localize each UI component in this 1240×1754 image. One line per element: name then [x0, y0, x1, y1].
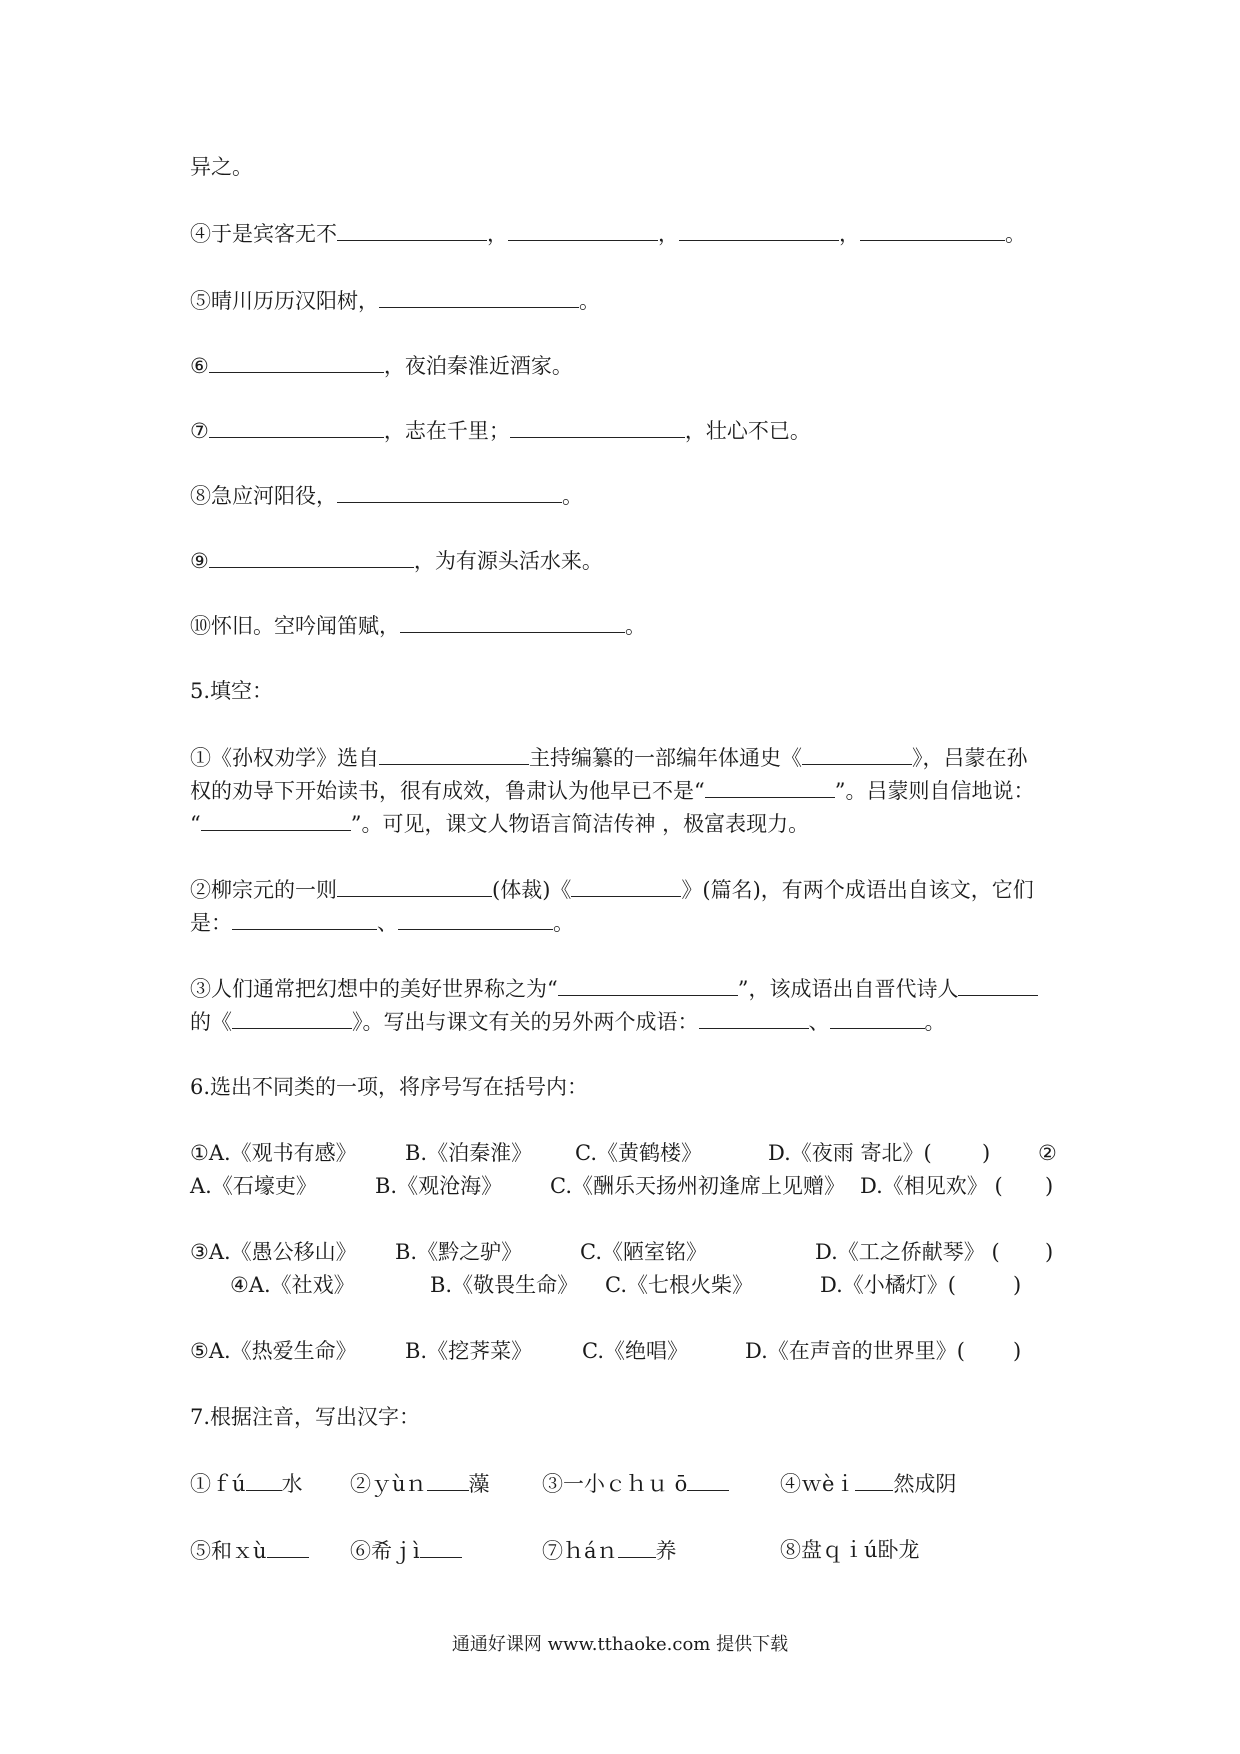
line-text: ④于是宾客无不 [190, 222, 337, 246]
answer-blank[interactable] [337, 480, 562, 503]
choice-b: B.《泊秦淮》 [405, 1141, 533, 1165]
answer-paren[interactable]: ) [1013, 1273, 1022, 1297]
answer-blank[interactable] [510, 415, 685, 438]
line-text: 。 [553, 911, 574, 935]
fill-line-6 [190, 350, 573, 381]
answer-blank[interactable] [400, 610, 625, 633]
choice-c: C.《陋室铭》 [580, 1240, 707, 1264]
pinyin-item [780, 1468, 956, 1499]
line-text: 是： [190, 911, 232, 935]
choice-a: ④A.《社戏》 [230, 1273, 355, 1297]
answer-blank[interactable] [958, 973, 1038, 996]
answer-blank[interactable] [860, 218, 1005, 241]
answer-blank[interactable] [209, 545, 414, 568]
fill-line-5c-1 [190, 973, 1038, 1004]
fill-line-5c-2 [190, 1006, 946, 1037]
line-text: 。 [625, 614, 646, 638]
text-line [190, 152, 253, 182]
choice-d: D.《在声音的世界里》( [745, 1339, 965, 1363]
answer-paren[interactable]: ) [982, 1141, 991, 1165]
answer-blank[interactable] [802, 742, 912, 765]
line-text: ⑧急应河阳役， [190, 484, 337, 508]
choice-a: A.《石壕吏》 [190, 1174, 317, 1198]
line-text: ⑥ [190, 354, 209, 378]
line-text: 、 [808, 1010, 830, 1034]
answer-blank[interactable] [699, 1006, 809, 1029]
choice-c: C.《黄鹤楼》 [575, 1141, 702, 1165]
question-title [190, 676, 273, 706]
answer-blank[interactable] [209, 415, 384, 438]
answer-blank[interactable] [618, 1535, 656, 1558]
choice-c: C.《七根火柴》 [605, 1273, 753, 1297]
line-text: ， [487, 222, 508, 246]
pinyin-text: ③一小ｃｈｕ ō [542, 1472, 688, 1496]
pinyin-text: ④ｗèｉ [780, 1472, 856, 1496]
line-text: (体裁)《 [492, 878, 572, 902]
answer-blank[interactable] [201, 808, 351, 831]
choice-b: B.《挖荠菜》 [405, 1339, 533, 1363]
pinyin-item [542, 1535, 677, 1566]
answer-blank[interactable] [232, 1006, 352, 1029]
line-text: ⑤晴川历历汉阳树， [190, 289, 379, 313]
pinyin-text: ②ｙùｎ [350, 1472, 427, 1496]
choice-a: ⑤A.《热爱生命》 [190, 1339, 357, 1363]
line-text: ②柳宗元的一则 [190, 878, 337, 902]
item-number: ② [1038, 1141, 1057, 1165]
question-7-title: 7.根据注音，写出汉字： [190, 1405, 421, 1429]
line-text: 的《 [190, 1010, 232, 1034]
choice-c: C.《绝唱》 [582, 1339, 688, 1363]
answer-blank[interactable] [420, 1535, 462, 1558]
choice-c: C.《酬乐天扬州初逢席上见赠》 [550, 1174, 845, 1198]
line-text: ⑩怀旧。空吟闻笛赋， [190, 614, 400, 638]
answer-blank[interactable] [246, 1468, 282, 1491]
answer-blank[interactable] [232, 907, 377, 930]
answer-blank[interactable] [705, 775, 835, 798]
answer-blank[interactable] [209, 350, 384, 373]
pinyin-item [350, 1468, 490, 1499]
pinyin-text: ⑤和ｘù [190, 1539, 267, 1563]
pinyin-text: ①ｆú [190, 1472, 246, 1496]
question-6-title: 6.选出不同类的一项，将序号写在括号内： [190, 1075, 589, 1099]
choice-b: B.《黔之驴》 [395, 1240, 523, 1264]
answer-blank[interactable] [427, 1468, 469, 1491]
line-text: ”。可见，课文人物语言简洁传神 ，极富表现力。 [350, 812, 810, 836]
fill-line-7 [190, 415, 811, 446]
line-text: 。 [1005, 222, 1026, 246]
line-text: ， [839, 222, 860, 246]
line-text: 。 [579, 289, 600, 313]
answer-blank[interactable] [687, 1468, 729, 1491]
pinyin-text: 水 [281, 1472, 303, 1496]
pinyin-text: 藻 [468, 1472, 490, 1496]
line-text: ①《孙权劝学》选自 [190, 746, 379, 770]
line-text: ③人们通常把幻想中的美好世界称之为“ [190, 977, 558, 1001]
answer-blank[interactable] [855, 1468, 893, 1491]
line-text: ，壮心不已。 [684, 419, 811, 443]
answer-blank[interactable] [337, 218, 487, 241]
answer-blank[interactable] [267, 1535, 309, 1558]
pinyin-text: ⑥希ｊì [350, 1539, 420, 1563]
choice-b: B.《敬畏生命》 [430, 1273, 579, 1297]
line-text: ， [658, 222, 679, 246]
choice-d: D.《夜雨 寄北》( [768, 1141, 932, 1165]
page-footer: 通通好课网 www.tthaoke.com 提供下载 [451, 1634, 789, 1655]
answer-blank[interactable] [571, 874, 681, 897]
fill-line-8 [190, 480, 583, 511]
line-text: ，为有源头活水来。 [413, 549, 603, 573]
line-text: “ [190, 812, 201, 836]
answer-blank[interactable] [558, 973, 738, 996]
line-text: 。 [562, 484, 583, 508]
line-text: 异之。 [190, 155, 253, 179]
line-text: 》。写出与课文有关的另外两个成语： [352, 1010, 699, 1034]
pinyin-text: 然成阴 [893, 1472, 957, 1496]
answer-blank[interactable] [508, 218, 658, 241]
pinyin-item [190, 1468, 303, 1499]
answer-paren[interactable]: ) [1045, 1240, 1054, 1264]
fill-line-5b-2 [190, 907, 574, 938]
choice-d: D.《小橘灯》( [820, 1273, 956, 1297]
answer-paren[interactable]: ) [1013, 1339, 1022, 1363]
choice-d: D.《相见欢》 ( [860, 1174, 1003, 1198]
question-5-title: 5.填空： [190, 679, 274, 703]
answer-paren[interactable]: ) [1045, 1174, 1054, 1198]
pinyin-item [190, 1535, 309, 1566]
fill-line-9 [190, 545, 603, 576]
fill-line-5a-1 [190, 742, 1028, 773]
answer-blank[interactable] [398, 907, 553, 930]
fill-line-5a-2 [190, 775, 1034, 806]
line-text: ”。吕蒙则自信地说： [834, 779, 1035, 803]
line-text: 》，吕蒙在孙 [912, 746, 1028, 770]
pinyin-text: ⑦ｈáｎ [542, 1539, 618, 1563]
line-text: ⑨ [190, 549, 209, 573]
choice-d: D.《工之侨献琴》 ( [815, 1240, 1000, 1264]
line-text: ⑦ [190, 419, 209, 443]
line-text: ，夜泊秦淮近酒家。 [383, 354, 573, 378]
pinyin-item [350, 1535, 462, 1566]
choice-b: B.《观沧海》 [375, 1174, 503, 1198]
pinyin-text: 养 [655, 1539, 677, 1563]
pinyin-text: ⑧盘ｑｉú卧龙 [780, 1538, 920, 1562]
answer-blank[interactable] [379, 742, 529, 765]
pinyin-item [542, 1468, 729, 1499]
fill-line-5 [190, 285, 600, 316]
line-text: ”，该成语出自晋代诗人 [737, 977, 959, 1001]
choice-a: ①A.《观书有感》 [190, 1141, 357, 1165]
line-text: 主持编纂的一部编年体通史《 [529, 746, 802, 770]
answer-blank[interactable] [337, 874, 492, 897]
answer-blank[interactable] [679, 218, 839, 241]
line-text: 。 [924, 1010, 946, 1034]
line-text: 》(篇名)，有两个成语出自该文，它们 [681, 878, 1034, 902]
fill-line-5b-1 [190, 874, 1034, 905]
question-title [190, 1402, 420, 1432]
fill-line-4 [190, 218, 1026, 249]
answer-blank[interactable] [379, 285, 579, 308]
line-text: 权的劝导下开始读书，很有成效，鲁肃认为他早已不是“ [190, 779, 705, 803]
fill-line-10 [190, 610, 646, 641]
line-text: ，志在千里； [383, 419, 510, 443]
choice-a: ③A.《愚公移山》 [190, 1240, 357, 1264]
answer-blank[interactable] [830, 1006, 925, 1029]
line-text: 、 [377, 911, 398, 935]
question-title [190, 1072, 588, 1102]
fill-line-5a-3 [190, 808, 809, 839]
